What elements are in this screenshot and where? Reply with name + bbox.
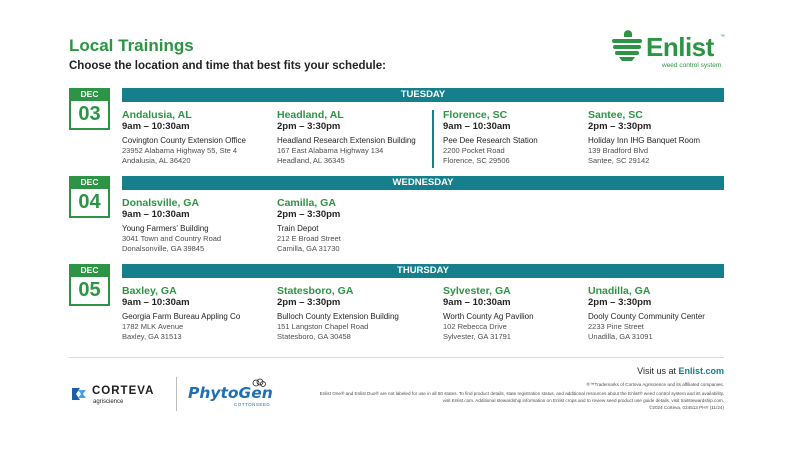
session-address-line1: 102 Rebecca Drive xyxy=(443,322,507,331)
session-location: Donalsville, GA xyxy=(122,197,200,209)
phytogen-sub: COTTONSEED xyxy=(234,402,271,407)
visit-text xyxy=(637,366,724,376)
date-month: DEC xyxy=(69,264,110,277)
phytogen-logo xyxy=(188,380,288,410)
session-time: 9am – 10:30am xyxy=(443,121,511,132)
session-address-line2: Sylvester, GA 31791 xyxy=(443,332,511,341)
legal-line-3: visit Enlist.com. Additional stewardship information on Enlist crops and to review seed product use guide details, visit traitstewardship.com. xyxy=(442,398,724,403)
weekday-bar: THURSDAY xyxy=(122,264,724,278)
session-venue: Holiday Inn IHG Banquet Room xyxy=(588,136,701,145)
session-venue: Bulloch County Extension Building xyxy=(277,312,399,321)
session-address-line2: Florence, SC 29506 xyxy=(443,156,510,165)
date-month: DEC xyxy=(69,88,110,101)
date-badge xyxy=(69,264,110,306)
session-address-line2: Santee, SC 29142 xyxy=(588,156,650,165)
corteva-sub: agriscience xyxy=(93,399,124,405)
session-location: Andalusia, AL xyxy=(122,109,192,121)
session-venue: Worth County Ag Pavilion xyxy=(443,312,534,321)
corteva-name: CORTEVA xyxy=(92,385,155,397)
session-venue: Dooly County Community Center xyxy=(588,312,705,321)
session-headland xyxy=(277,109,437,166)
session-donalsville xyxy=(122,197,282,254)
date-day: 05 xyxy=(69,277,110,306)
date-badge xyxy=(69,176,110,218)
session-address-line1: 2200 Pocket Road xyxy=(443,146,505,155)
session-address-line2: Unadilla, GA 31091 xyxy=(588,332,653,341)
session-time: 2pm – 3:30pm xyxy=(588,297,652,308)
session-camilla xyxy=(277,197,437,254)
legal-line-4: ©2024 Corteva. 024513 PHY (11/24) xyxy=(649,405,724,410)
session-time: 9am – 10:30am xyxy=(122,121,190,132)
session-venue: Pee Dee Research Station xyxy=(443,136,538,145)
session-sylvester xyxy=(443,285,603,342)
session-location: Unadilla, GA xyxy=(588,285,651,297)
date-day: 03 xyxy=(69,101,110,130)
enlist-logo xyxy=(610,26,730,76)
session-venue: Train Depot xyxy=(277,224,319,233)
session-andalusia xyxy=(122,109,282,166)
session-address-line1: 167 East Alabama Highway 134 xyxy=(277,146,384,155)
session-time: 9am – 10:30am xyxy=(122,209,190,220)
enlist-tagline: weed control system xyxy=(662,62,722,69)
corteva-mark-icon xyxy=(69,384,89,404)
weekday-bar: TUESDAY xyxy=(122,88,724,102)
enlist-leaf-icon xyxy=(610,28,644,62)
date-badge xyxy=(69,88,110,130)
session-location: Florence, SC xyxy=(443,109,508,121)
visit-prefix: Visit us at xyxy=(637,366,679,376)
date-day: 04 xyxy=(69,189,110,218)
date-month: DEC xyxy=(69,176,110,189)
session-address-line2: Baxley, GA 31513 xyxy=(122,332,182,341)
cotton-boll-icon xyxy=(252,378,266,388)
session-venue: Georgia Farm Bureau Appling Co xyxy=(122,312,241,321)
page-title: Local Trainings xyxy=(69,36,194,55)
legal-line-1: ®™Trademarks of Corteva Agriscience and its affiliated companies. xyxy=(586,382,724,387)
session-statesboro xyxy=(277,285,437,342)
session-unadilla xyxy=(588,285,748,342)
session-address-line1: 139 Bradford Blvd xyxy=(588,146,649,155)
session-time: 2pm – 3:30pm xyxy=(588,121,652,132)
page-subtitle: Choose the location and time that best fits your schedule: xyxy=(69,60,386,72)
session-venue: Covington County Extension Office xyxy=(122,136,246,145)
session-address-line2: Andalusia, AL 36420 xyxy=(122,156,191,165)
session-address-line1: 23952 Alabama Highway 55, Ste 4 xyxy=(122,146,238,155)
session-address-line1: 212 E Broad Street xyxy=(277,234,341,243)
session-time: 2pm – 3:30pm xyxy=(277,209,341,220)
session-time: 2pm – 3:30pm xyxy=(277,297,341,308)
session-location: Baxley, GA xyxy=(122,285,177,297)
phytogen-name: PhytoGen xyxy=(188,384,273,402)
session-baxley xyxy=(122,285,282,342)
session-address-line2: Headland, AL 36345 xyxy=(277,156,345,165)
session-address-line2: Statesboro, GA 30458 xyxy=(277,332,351,341)
session-venue: Headland Research Extension Building xyxy=(277,136,416,145)
footer-divider xyxy=(69,357,724,358)
session-location: Santee, SC xyxy=(588,109,643,121)
enlist-tm: ™ xyxy=(720,34,725,40)
website-link[interactable]: Enlist.com xyxy=(678,366,724,376)
session-time: 9am – 10:30am xyxy=(122,297,190,308)
session-address-line1: 2233 Pine Street xyxy=(588,322,644,331)
session-address-line2: Donalsonville, GA 39845 xyxy=(122,244,205,253)
session-location: Sylvester, GA xyxy=(443,285,511,297)
session-venue: Young Farmers' Building xyxy=(122,224,209,233)
session-address-line1: 3041 Town and Country Road xyxy=(122,234,222,243)
session-santee xyxy=(588,109,748,166)
enlist-brand: Enlist xyxy=(646,32,714,62)
weekday-bar: WEDNESDAY xyxy=(122,176,724,190)
session-location: Headland, AL xyxy=(277,109,344,121)
session-location: Statesboro, GA xyxy=(277,285,354,297)
session-florence xyxy=(443,109,603,166)
state-divider xyxy=(432,110,434,168)
session-address-line1: 151 Langston Chapel Road xyxy=(277,322,369,331)
session-time: 9am – 10:30am xyxy=(443,297,511,308)
session-address-line1: 1782 MLK Avenue xyxy=(122,322,184,331)
session-time: 2pm – 3:30pm xyxy=(277,121,341,132)
logo-separator xyxy=(176,377,177,411)
session-location: Camilla, GA xyxy=(277,197,336,209)
session-address-line2: Camilla, GA 31730 xyxy=(277,244,340,253)
legal-line-2: Enlist One® and Enlist Duo® are not labeled for use in all 50 states. To find product details, state registration status, and additional resources about the Enlist® weed control system and its availability, xyxy=(319,391,724,396)
